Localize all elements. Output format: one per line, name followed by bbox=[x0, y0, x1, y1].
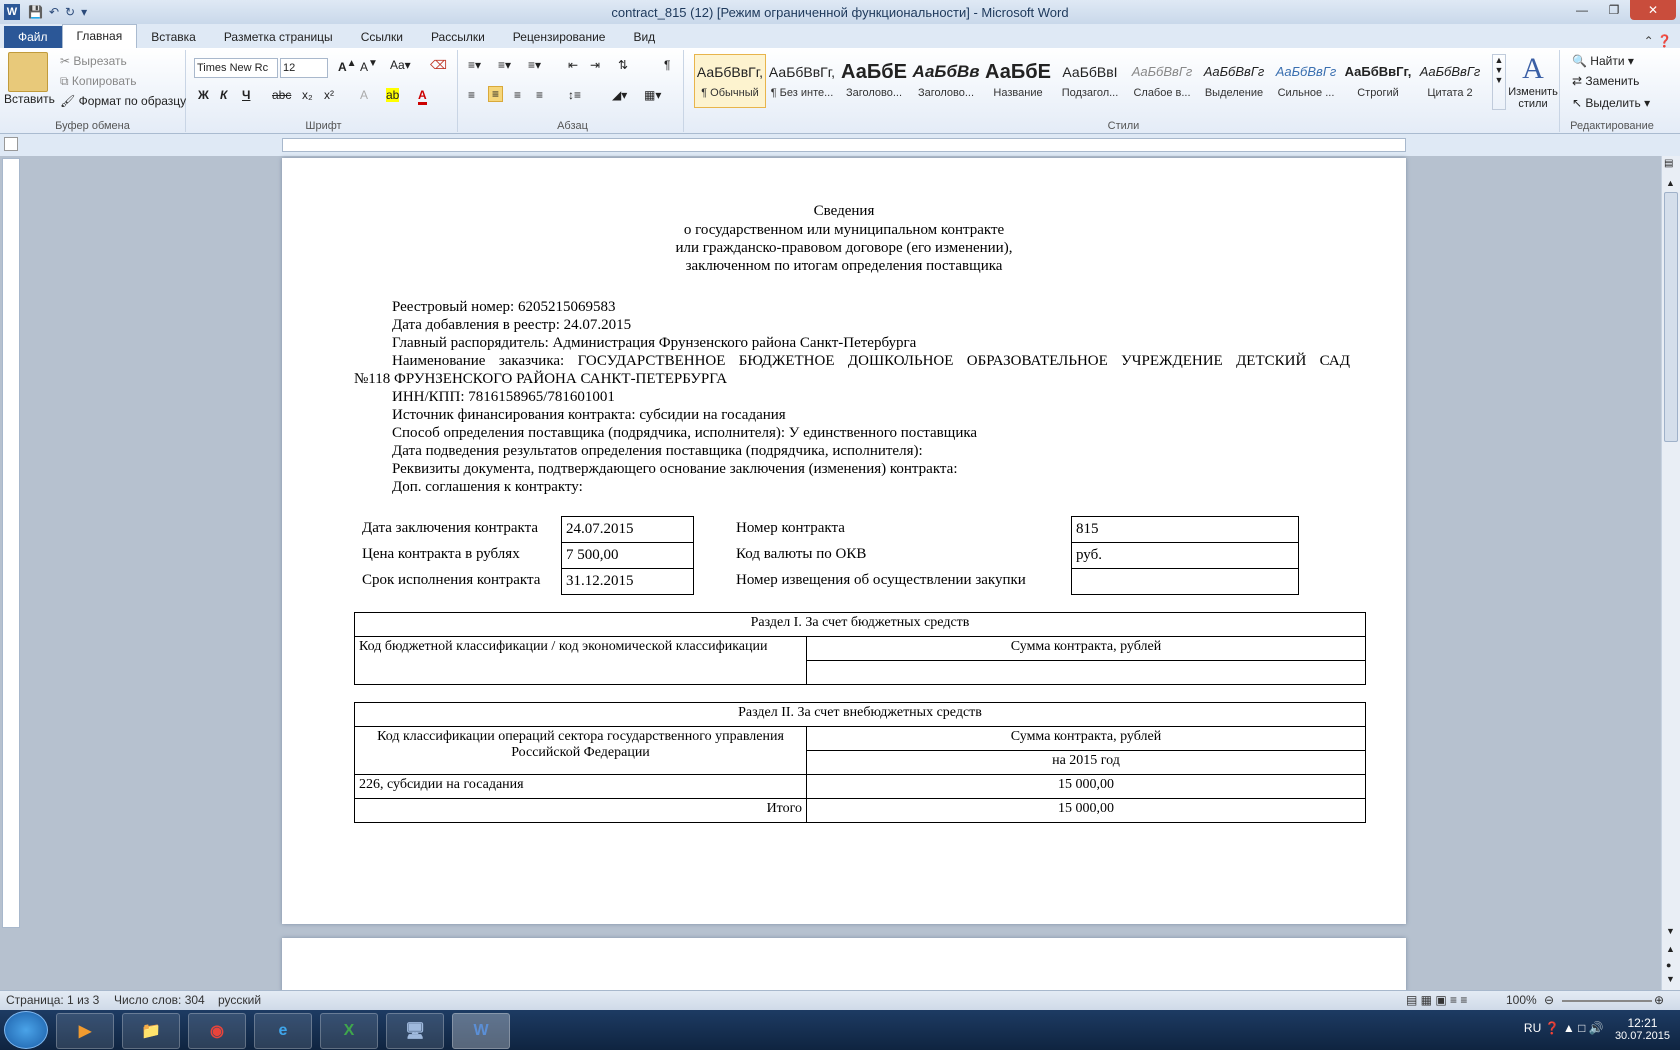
redo-icon[interactable]: ↻ bbox=[65, 5, 76, 19]
section1-col2: Сумма контракта, рублей bbox=[807, 637, 1366, 661]
style-preview: АаБбВвГг bbox=[1131, 64, 1193, 79]
word-taskbar-icon[interactable]: W bbox=[452, 1013, 510, 1049]
ribbon-tabs bbox=[0, 24, 1680, 48]
network-icon[interactable]: 🖥 bbox=[386, 1013, 444, 1049]
justify-icon[interactable]: ≡ bbox=[536, 88, 544, 102]
scissors-icon: ✂ bbox=[60, 54, 71, 68]
format-painter-button[interactable]: 🖌 Формат по образцу bbox=[60, 94, 187, 108]
text-effects-icon[interactable]: A bbox=[360, 88, 369, 102]
section2-row-label: 226, субсидии на госадания bbox=[355, 775, 807, 799]
style-name: Цитата 2 bbox=[1427, 87, 1473, 99]
grow-font-icon[interactable]: A▲ bbox=[338, 58, 357, 74]
paragraph-group bbox=[462, 50, 684, 132]
change-styles-button[interactable] bbox=[1508, 52, 1558, 110]
term-label: Срок исполнения контракта bbox=[362, 572, 541, 588]
tab-page-layout[interactable]: Разметка страницы bbox=[223, 30, 333, 44]
title-bar bbox=[0, 0, 1680, 24]
undo-icon[interactable]: ↶ bbox=[48, 5, 60, 19]
currency-label: Код валюты по ОКВ bbox=[736, 546, 867, 562]
style-normal[interactable] bbox=[694, 54, 766, 108]
style-subtitle[interactable] bbox=[1054, 54, 1126, 108]
notice-value bbox=[1071, 568, 1299, 595]
font-size-select[interactable]: 12 bbox=[280, 58, 328, 78]
document-page-2[interactable] bbox=[282, 938, 1406, 992]
next-page-icon[interactable]: ▼ bbox=[1666, 974, 1675, 984]
superscript-icon[interactable]: x² bbox=[324, 88, 334, 102]
replace-icon: ⇄ bbox=[1572, 74, 1583, 88]
style-title[interactable] bbox=[982, 54, 1054, 108]
document-page[interactable] bbox=[282, 158, 1406, 924]
date-value: 24.07.2015 bbox=[561, 516, 694, 543]
ribbon bbox=[0, 48, 1680, 134]
term-value: 31.12.2015 bbox=[561, 568, 694, 595]
browse-object-icon[interactable]: ● bbox=[1666, 960, 1672, 970]
copy-icon: ⧉ bbox=[60, 74, 69, 88]
results-date: Дата подведения результатов определения поставщика (подрядчика, исполнителя): bbox=[392, 443, 923, 459]
line-spacing-icon[interactable]: ↕≡ bbox=[568, 88, 582, 102]
price-value: 7 500,00 bbox=[561, 542, 694, 569]
section2-col2: Сумма контракта, рублей bbox=[807, 727, 1366, 751]
chief-manager: Главный распорядитель: Администрация Фрунзенского района Санкт-Петербурга bbox=[392, 335, 917, 351]
copy-button[interactable]: ⧉ Копировать bbox=[60, 74, 137, 88]
font-group bbox=[190, 50, 458, 132]
language-indicator[interactable]: русский bbox=[218, 993, 262, 1007]
underline-icon[interactable]: Ч bbox=[242, 88, 251, 102]
multilevel-list-icon[interactable]: ≡▾ bbox=[528, 58, 542, 72]
italic-icon[interactable]: К bbox=[220, 88, 228, 102]
font-label: Шрифт bbox=[305, 120, 342, 132]
prev-page-icon[interactable]: ▲ bbox=[1666, 944, 1675, 954]
price-label: Цена контракта в рублях bbox=[362, 546, 520, 562]
cursor-icon: ↖ bbox=[1572, 96, 1583, 110]
vertical-ruler bbox=[2, 158, 20, 928]
tab-references[interactable]: Ссылки bbox=[360, 30, 403, 44]
tab-mailings[interactable]: Рассылки bbox=[430, 30, 485, 44]
section2-title: Раздел II. За счет внебюджетных средств bbox=[355, 703, 1366, 727]
scroll-down-icon[interactable]: ▼ bbox=[1666, 926, 1675, 936]
media-player-icon[interactable]: ▶ bbox=[56, 1013, 114, 1049]
numbering-icon[interactable]: ≡▾ bbox=[498, 58, 512, 72]
shrink-font-icon[interactable]: A▼ bbox=[360, 58, 378, 74]
align-left-icon[interactable]: ≡ bbox=[468, 88, 476, 102]
align-right-icon[interactable]: ≡ bbox=[514, 88, 522, 102]
doc-subtitle-2: или гражданско-правовом договоре (его изменении), bbox=[675, 240, 1013, 256]
style-preview: АаБбВвГг bbox=[1275, 64, 1337, 79]
styles-label: Стили bbox=[1107, 120, 1140, 132]
customer-name: Наименование заказчика: ГОСУДАРСТВЕННОЕ БЮДЖЕТНОЕ ДОШКОЛЬНОЕ ОБРАЗОВАТЕЛЬНОЕ УЧРЕЖДЕНИЕ ДЕТСКИЙ САД bbox=[392, 353, 1350, 369]
style-name: ¶ Обычный bbox=[701, 87, 759, 99]
highlight-icon[interactable]: ab bbox=[386, 88, 400, 102]
zoom-slider[interactable] bbox=[1562, 1000, 1652, 1002]
zoom-level[interactable]: 100% bbox=[1506, 993, 1537, 1007]
cut-button[interactable]: ✂ Вырезать bbox=[60, 54, 127, 68]
section1-empty-cell bbox=[807, 661, 1366, 685]
maximize-button[interactable]: ❐ bbox=[1608, 3, 1620, 17]
customize-qat-icon[interactable]: ▾ bbox=[81, 5, 88, 19]
contract-number-label: Номер контракта bbox=[736, 520, 845, 536]
section1-col1: Код бюджетной классификации / код экономической классификации bbox=[355, 637, 807, 685]
registry-number: Реестровый номер: 6205215069583 bbox=[392, 299, 616, 315]
font-name-select[interactable]: Times New Rc bbox=[194, 58, 278, 78]
tab-selector[interactable] bbox=[4, 137, 18, 151]
window-title: contract_815 (12) [Режим ограниченной функциональности] - Microsoft Word bbox=[611, 4, 1069, 20]
subscript-icon[interactable]: x₂ bbox=[302, 88, 313, 102]
clock-time[interactable]: 12:21 bbox=[1627, 1016, 1658, 1030]
style-preview: АаБбЕ bbox=[841, 61, 907, 83]
chrome-icon[interactable]: ◉ bbox=[188, 1013, 246, 1049]
notice-label: Номер извещения об осуществлении закупки bbox=[736, 572, 1026, 588]
editing-label: Редактирование bbox=[1570, 120, 1654, 132]
clock-date[interactable]: 30.07.2015 bbox=[1614, 1030, 1670, 1042]
section2-total-value: 15 000,00 bbox=[807, 799, 1366, 823]
currency-value: руб. bbox=[1071, 542, 1299, 569]
customer-name-cont: №118 ФРУНЗЕНСКОГО РАЙОНА САНКТ-ПЕТЕРБУРГА bbox=[354, 371, 728, 387]
zoom-out-icon[interactable]: ⊖ bbox=[1544, 993, 1555, 1007]
save-icon[interactable]: 💾 bbox=[28, 5, 43, 19]
show-marks-icon[interactable]: ¶ bbox=[664, 58, 671, 72]
ie-icon[interactable]: e bbox=[254, 1013, 312, 1049]
clipboard-label: Буфер обмена bbox=[55, 120, 130, 132]
tray-icons[interactable]: ❓ ▲ □ 🔊 bbox=[1544, 1021, 1607, 1036]
gallery-scroll[interactable]: ▲ ▼ ▼ bbox=[1492, 54, 1506, 110]
binoculars-icon: 🔍 bbox=[1572, 54, 1587, 68]
sort-icon[interactable]: ⇅ bbox=[618, 58, 629, 72]
explorer-icon[interactable]: 📁 bbox=[122, 1013, 180, 1049]
doc-subtitle-1: о государственном или муниципальном контракте bbox=[683, 222, 1005, 238]
contract-number-value: 815 bbox=[1071, 516, 1299, 543]
style-preview: АаБбВвГг, bbox=[768, 64, 836, 80]
replace-button[interactable]: ⇄ Заменить bbox=[1572, 74, 1640, 88]
page-indicator[interactable]: Страница: 1 из 3 bbox=[6, 993, 100, 1007]
section1-title: Раздел I. За счет бюджетных средств bbox=[355, 613, 1366, 637]
input-language[interactable]: RU bbox=[1523, 1021, 1542, 1036]
inn-kpp: ИНН/КПП: 7816158965/781601001 bbox=[392, 389, 615, 405]
style-preview: АаБбВв bbox=[912, 62, 980, 81]
style-name: Подзагол... bbox=[1061, 87, 1119, 99]
style-emphasis[interactable] bbox=[1198, 54, 1270, 108]
view-buttons[interactable]: ▤ ▦ ▣ ≡ ≡ bbox=[1406, 993, 1468, 1007]
style-intense-emphasis[interactable] bbox=[1270, 54, 1342, 108]
style-preview: АаБбВвГг bbox=[1419, 64, 1481, 79]
align-center-icon[interactable]: ≡ bbox=[488, 86, 503, 102]
brush-icon: 🖌 bbox=[60, 94, 76, 108]
clear-format-icon[interactable]: ⌫ bbox=[430, 58, 447, 72]
paste-icon[interactable] bbox=[8, 52, 48, 92]
start-button[interactable] bbox=[4, 1011, 48, 1049]
borders-icon[interactable]: ▦▾ bbox=[644, 88, 662, 102]
clipboard-group bbox=[0, 50, 186, 132]
font-color-icon[interactable]: A bbox=[418, 88, 427, 105]
select-button[interactable]: ↖ Выделить ▾ bbox=[1572, 96, 1651, 110]
tab-file[interactable]: Файл bbox=[4, 26, 62, 48]
ruler-toggle-icon[interactable]: ▤ bbox=[1664, 158, 1674, 169]
style-name: Строгий bbox=[1357, 87, 1399, 99]
scroll-thumb[interactable] bbox=[1664, 192, 1678, 442]
section2-row-value: 15 000,00 bbox=[807, 775, 1366, 799]
change-styles-label: Изменить стили bbox=[1508, 86, 1558, 110]
style-name: Сильное ... bbox=[1277, 87, 1335, 99]
paste-button[interactable]: Вставить bbox=[4, 92, 55, 106]
style-name: Выделение bbox=[1204, 87, 1264, 99]
bold-icon[interactable]: Ж bbox=[198, 88, 209, 102]
style-preview: АаБбВвГг, bbox=[696, 64, 764, 80]
status-bar bbox=[0, 990, 1680, 1010]
document-details: Реквизиты документа, подтверждающего основание заключения (изменения) контракта: bbox=[392, 461, 958, 477]
section2-col1: Код классификации операций сектора государственного управления Российской Федерации bbox=[355, 727, 807, 775]
style-preview: АаБбВвГг, bbox=[1344, 64, 1412, 79]
style-preview: АаБбВвІ bbox=[1062, 64, 1118, 80]
style-strong[interactable] bbox=[1342, 54, 1414, 108]
scroll-up-icon[interactable]: ▲ bbox=[1666, 178, 1675, 188]
vertical-scrollbar[interactable] bbox=[1661, 156, 1680, 990]
additional-agreements: Доп. соглашения к контракту: bbox=[392, 479, 583, 495]
zoom-in-icon[interactable]: ⊕ bbox=[1654, 993, 1665, 1007]
styles-gallery bbox=[694, 54, 1494, 110]
style-name: Заголово... bbox=[917, 87, 975, 99]
increase-indent-icon[interactable]: ⇥ bbox=[590, 58, 601, 72]
minimize-button[interactable]: — bbox=[1576, 3, 1588, 17]
word-count[interactable]: Число слов: 304 bbox=[114, 993, 205, 1007]
style-heading1[interactable] bbox=[838, 54, 910, 108]
tab-review[interactable]: Рецензирование bbox=[512, 30, 606, 44]
change-case-icon[interactable]: Aa▾ bbox=[390, 58, 411, 72]
style-subtle-emphasis[interactable] bbox=[1126, 54, 1198, 108]
supplier-method: Способ определения поставщика (подрядчика, исполнителя): У единственного поставщика bbox=[392, 425, 978, 441]
find-button[interactable]: 🔍 Найти ▾ bbox=[1572, 54, 1634, 68]
section2-total-label: Итого bbox=[355, 799, 807, 823]
date-label: Дата заключения контракта bbox=[362, 520, 538, 536]
style-no-spacing[interactable] bbox=[766, 54, 838, 108]
section2-year: на 2015 год bbox=[807, 751, 1366, 775]
word-app-icon[interactable]: W bbox=[4, 4, 20, 20]
style-preview: АаБбВвГг bbox=[1203, 64, 1265, 79]
taskbar bbox=[0, 1010, 1680, 1050]
system-tray bbox=[1524, 1016, 1670, 1042]
strikethrough-icon[interactable]: abc bbox=[272, 88, 292, 102]
section1-table bbox=[354, 612, 1366, 685]
bullets-icon[interactable]: ≡▾ bbox=[468, 58, 482, 72]
editing-group bbox=[1564, 50, 1660, 132]
paragraph-label: Абзац bbox=[557, 120, 588, 132]
excel-icon[interactable]: X bbox=[320, 1013, 378, 1049]
tab-view[interactable]: Вид bbox=[633, 30, 656, 44]
change-styles-icon: A bbox=[1522, 52, 1544, 85]
decrease-indent-icon[interactable]: ⇤ bbox=[568, 58, 579, 72]
shading-icon[interactable]: ◢▾ bbox=[612, 88, 628, 102]
tab-insert[interactable]: Вставка bbox=[151, 30, 196, 44]
style-name: Заголово... bbox=[845, 87, 903, 99]
style-name: ¶ Без инте... bbox=[770, 87, 834, 99]
tab-home[interactable]: Главная bbox=[62, 24, 138, 48]
style-heading2[interactable] bbox=[910, 54, 982, 108]
doc-subtitle-3: заключенном по итогам определения поставщика bbox=[685, 258, 1003, 274]
section2-table bbox=[354, 702, 1366, 823]
help-icon[interactable]: ⌃ ❓ bbox=[1643, 34, 1672, 48]
funding-source: Источник финансирования контракта: субсидии на госадания bbox=[392, 407, 786, 423]
registry-date: Дата добавления в реестр: 24.07.2015 bbox=[392, 317, 632, 333]
horizontal-ruler bbox=[0, 134, 1680, 156]
close-button[interactable]: ✕ bbox=[1630, 0, 1676, 20]
style-name: Название bbox=[993, 87, 1043, 99]
style-preview: АаБбЕ bbox=[985, 61, 1051, 83]
doc-title: Сведения bbox=[813, 203, 875, 219]
style-quote2[interactable] bbox=[1414, 54, 1486, 108]
style-name: Слабое в... bbox=[1133, 87, 1191, 99]
ruler-scale[interactable] bbox=[282, 138, 1406, 152]
